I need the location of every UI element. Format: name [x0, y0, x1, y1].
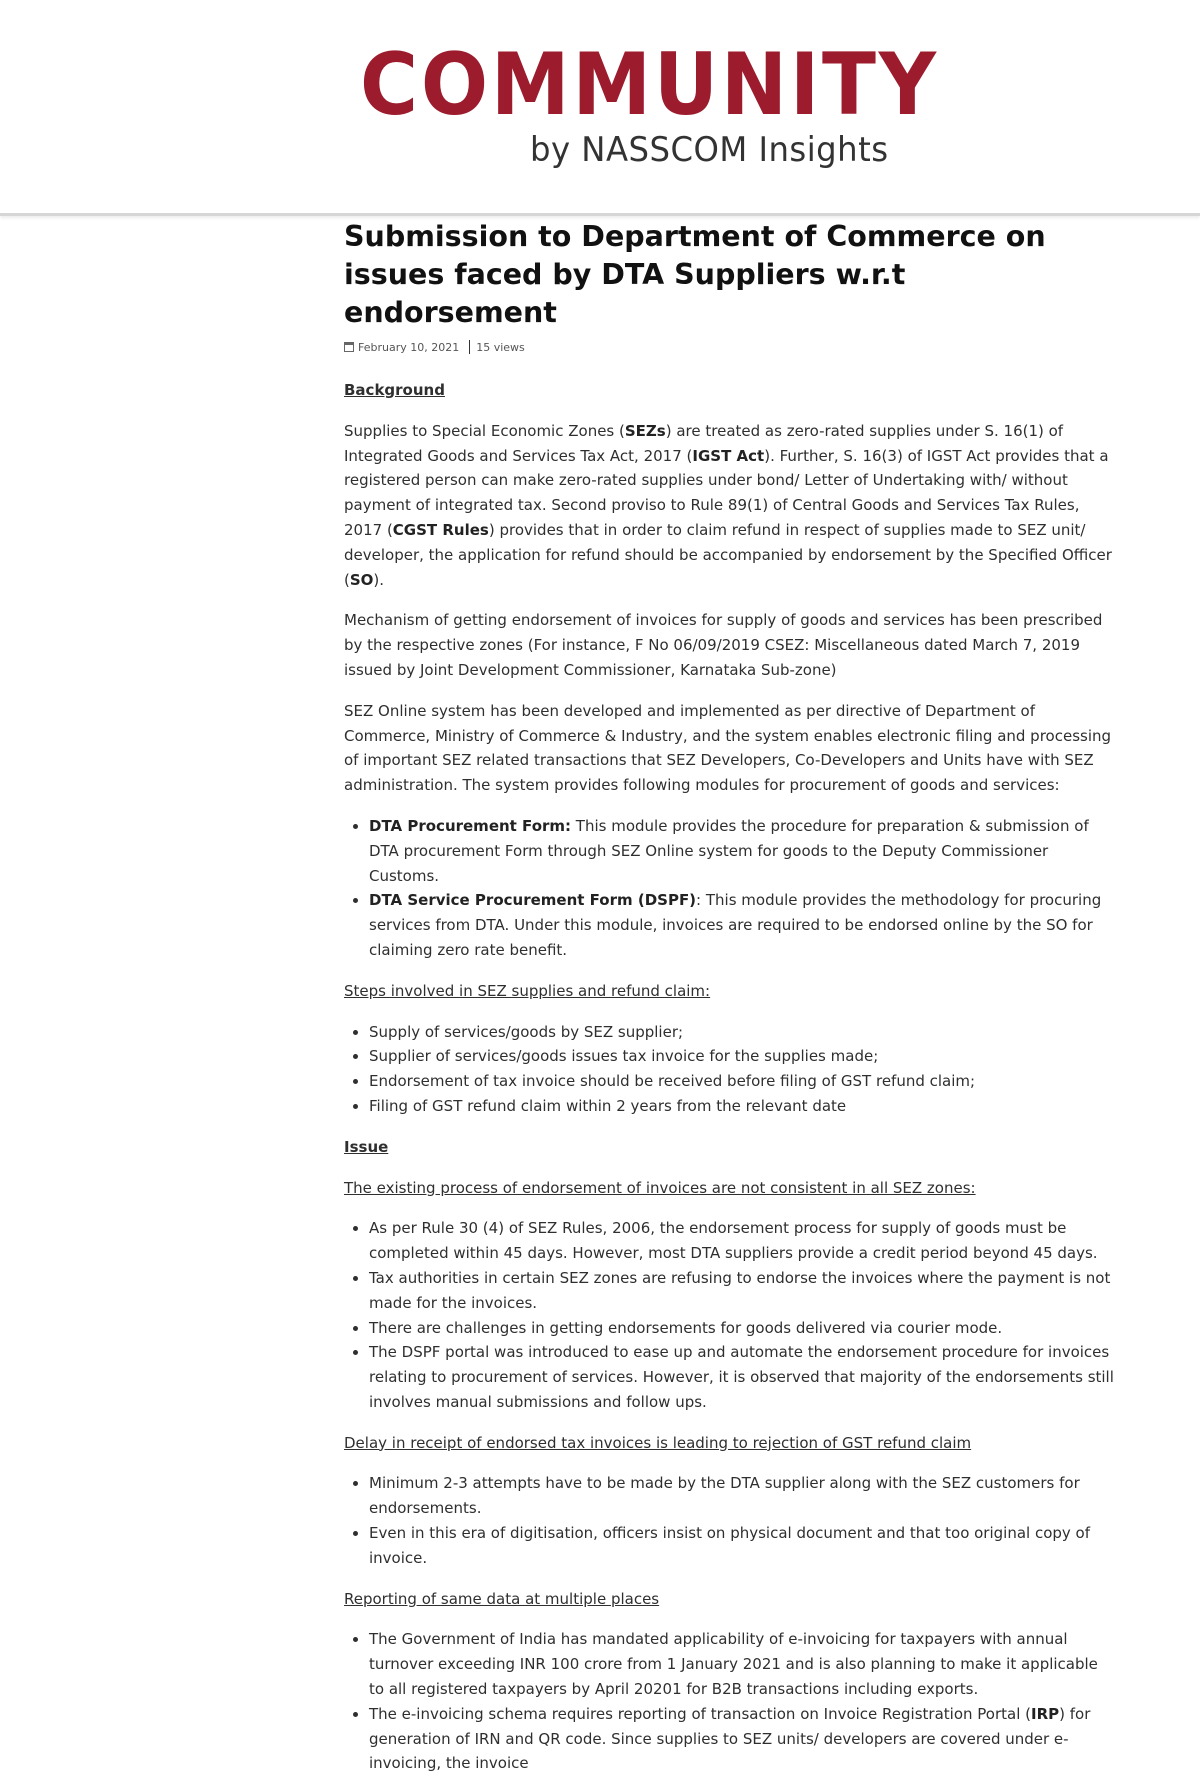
- background-paragraph-2: Mechanism of getting endorsement of invoices for supply of goods and services has been prescribed by the respective zones (For instance, F No 06/09/2019 CSEZ: Miscellaneous dated March 7, 2019 issued by Joint Development Commissioner, Karnataka Sub-zone): [344, 611, 1103, 679]
- background-paragraph-1: Supplies to Special Economic Zones (SEZs) are treated as zero-rated supplies under S. 16(1) of Integrated Goods and Services Tax Act, 2017 (IGST Act). Further, S. 16(3) of IGST Act provides that a registered person can make zero-rated supplies under bond/ Letter of Undertaking with/ without payment of integrated tax. Second proviso to Rule 89(1) of Central Goods and Services Tax Rules, 2017 (CGST Rules) provides that in order to claim refund in respect of supplies made to SEZ unit/ developer, the application for refund should be accompanied by endorsement by the Specified Officer (SO).: [344, 421, 1112, 589]
- issue1-list: [344, 1216, 1116, 1414]
- modules-list: [344, 814, 1116, 963]
- view-count: 15 views: [476, 340, 525, 354]
- issue3-list: [344, 1627, 1116, 1776]
- list-item: • The e-invoicing schema requires reporting of transaction on Invoice Registration Portal (IRP) for generation of IRN and QR code. Since supplies to SEZ units/ developers are covered under e-invoicing, the invoice: [369, 1702, 1116, 1776]
- calendar-icon: [344, 342, 354, 352]
- issue2-heading: Delay in receipt of endorsed tax invoices is leading to rejection of GST refund claim: [344, 1433, 972, 1452]
- list-item: • Endorsement of tax invoice should be received before filing of GST refund claim;: [369, 1069, 1116, 1094]
- issue3-heading: Reporting of same data at multiple places: [344, 1589, 660, 1608]
- logo-wordmark: COMMUNITY: [360, 35, 939, 135]
- article: [344, 214, 1116, 1776]
- steps-list: [344, 1020, 1116, 1119]
- background-paragraph-3: SEZ Online system has been developed and implemented as per directive of Department of Commerce, Ministry of Commerce & Industry, and the system enables electronic filing and processing of important SEZ related transactions that SEZ Developers, Co-Developers and Units have with SEZ administration. The system provides following modules for procurement of goods and services:: [344, 701, 1112, 795]
- list-item: • Supplier of services/goods issues tax invoice for the supplies made;: [369, 1044, 1116, 1069]
- article-meta: [344, 340, 1116, 354]
- list-item: • DTA Service Procurement Form (DSPF): This module provides the methodology for procuring services from DTA. Under this module, invoices are required to be endorsed online by the SO for claiming zero rate benefit.: [369, 888, 1116, 962]
- list-item: • Supply of services/goods by SEZ supplier;: [369, 1020, 1116, 1045]
- issue-heading: Issue: [344, 1137, 389, 1156]
- list-item: • Even in this era of digitisation, officers insist on physical document and that too original copy of invoice.: [369, 1521, 1116, 1571]
- logo-tagline: by NASSCOM Insights: [530, 130, 889, 170]
- publish-date: February 10, 2021: [358, 340, 460, 354]
- meta-divider: [469, 340, 470, 354]
- list-item: • The Government of India has mandated applicability of e-invoicing for taxpayers with annual turnover exceeding INR 100 crore from 1 January 2021 and is also planning to make it applicable to all registered taxpayers by April 20201 for B2B transactions including exports.: [369, 1627, 1116, 1701]
- list-item: • There are challenges in getting endorsements for goods delivered via courier mode.: [369, 1316, 1116, 1341]
- issue2-list: [344, 1471, 1116, 1570]
- background-heading: Background: [344, 381, 445, 399]
- site-header: [0, 0, 1200, 216]
- list-item: • Tax authorities in certain SEZ zones are refusing to endorse the invoices where the payment is not made for the invoices.: [369, 1266, 1116, 1316]
- issue1-heading: The existing process of endorsement of invoices are not consistent in all SEZ zones:: [344, 1178, 976, 1197]
- steps-heading: Steps involved in SEZ supplies and refund claim:: [344, 981, 711, 1000]
- list-item: • As per Rule 30 (4) of SEZ Rules, 2006, the endorsement process for supply of goods must be completed within 45 days. However, most DTA suppliers provide a credit period beyond 45 days.: [369, 1216, 1116, 1266]
- list-item: • Filing of GST refund claim within 2 years from the relevant date: [369, 1094, 1116, 1119]
- community-logo[interactable]: [360, 35, 939, 170]
- list-item: • Minimum 2-3 attempts have to be made by the DTA supplier along with the SEZ customers for endorsements.: [369, 1471, 1116, 1521]
- article-title: Submission to Department of Commerce on issues faced by DTA Suppliers w.r.t endorsement: [344, 220, 1046, 329]
- list-item: • The DSPF portal was introduced to ease up and automate the endorsement procedure for invoices relating to procurement of services. However, it is observed that majority of the endorsements still involves manual submissions and follow ups.: [369, 1340, 1116, 1414]
- list-item: • DTA Procurement Form: This module provides the procedure for preparation & submission of DTA procurement Form through SEZ Online system for goods to the Deputy Commissioner Customs.: [369, 814, 1116, 888]
